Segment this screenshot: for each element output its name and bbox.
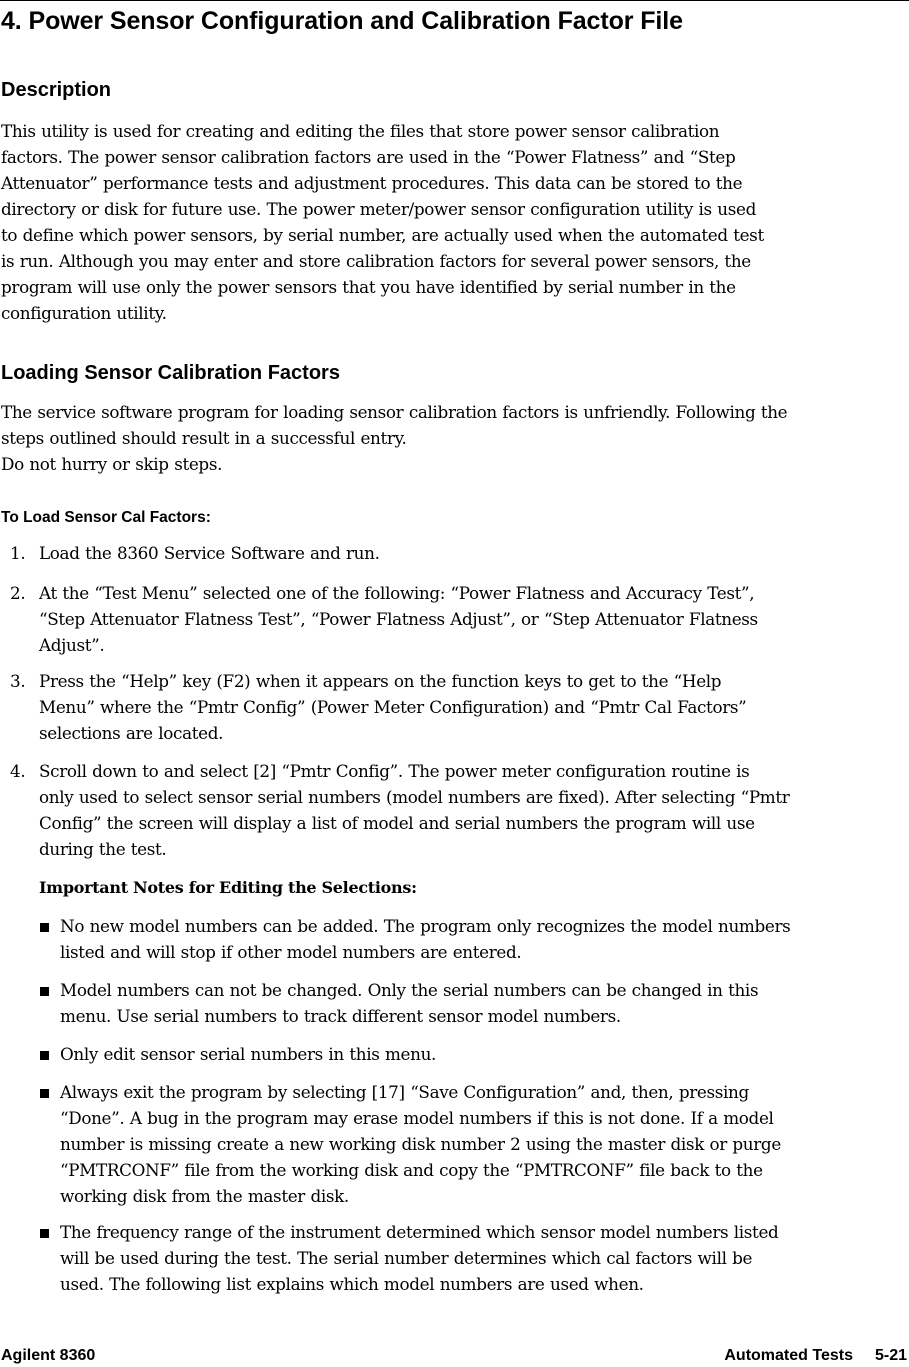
top-rule <box>0 0 909 1</box>
step-text <box>39 580 909 658</box>
step-text <box>39 758 909 862</box>
note-line: The frequency range of the instrument determined which sensor model numbers listed <box>60 1222 779 1242</box>
note-text <box>60 977 909 1029</box>
note-line: “PMTRCONF” file from the working disk and copy the “PMTRCONF” file back to the <box>60 1160 763 1180</box>
square-bullet-icon <box>40 1051 49 1060</box>
description-line: program will use only the power sensors that you have identified by serial number in the <box>1 277 736 297</box>
description-line: to define which power sensors, by serial number, are actually used when the automated test <box>1 225 764 245</box>
square-bullet-icon <box>40 987 49 996</box>
step-number: 3. <box>10 671 26 691</box>
loading-line: steps outlined should result in a successful entry. <box>1 428 407 448</box>
footer-page-number: 5-21 <box>874 1347 907 1364</box>
step-line: At the “Test Menu” selected one of the following: “Power Flatness and Accuracy Test”, <box>39 583 755 603</box>
note-line: working disk from the master disk. <box>60 1186 349 1206</box>
note-line: Only edit sensor serial numbers in this menu. <box>60 1044 437 1064</box>
step-line: Adjust”. <box>39 635 105 655</box>
notes-heading: Important Notes for Editing the Selections: <box>39 878 417 897</box>
step-line: Load the 8360 Service Software and run. <box>39 543 380 563</box>
step-line: Scroll down to and select [2] “Pmtr Config”. The power meter configuration routine is <box>39 761 750 781</box>
step-line: Press the “Help” key (F2) when it appears on the function keys to get to the “Help <box>39 671 722 691</box>
description-heading: Description <box>1 79 112 101</box>
note-line: “Done”. A bug in the program may erase model numbers if this is not done. If a model <box>60 1108 774 1128</box>
note-line: Model numbers can not be changed. Only the serial numbers can be changed in this <box>60 980 759 1000</box>
square-bullet-icon <box>40 1089 49 1098</box>
note-text <box>60 1079 909 1209</box>
note-line: number is missing create a new working disk number 2 using the master disk or purge <box>60 1134 781 1154</box>
loading-heading: Loading Sensor Calibration Factors <box>1 362 340 384</box>
description-line: is run. Although you may enter and store calibration factors for several power sensors, the <box>1 251 751 271</box>
step-line: during the test. <box>39 839 167 859</box>
square-bullet-icon <box>40 1229 49 1238</box>
note-line: Always exit the program by selecting [17] “Save Configuration” and, then, pressing <box>60 1082 749 1102</box>
note-line: listed and will stop if other model numbers are entered. <box>60 942 522 962</box>
step-text <box>39 668 909 746</box>
note-text <box>60 1219 909 1297</box>
square-bullet-icon <box>40 923 49 932</box>
step-number: 4. <box>10 761 26 781</box>
page-title: 4. Power Sensor Configuration and Calibration Factor File <box>1 7 683 35</box>
loading-paragraph <box>1 399 909 477</box>
procedure-heading: To Load Sensor Cal Factors: <box>1 509 211 526</box>
description-line: configuration utility. <box>1 303 167 323</box>
footer-section: Automated Tests <box>724 1347 853 1364</box>
description-line: directory or disk for future use. The power meter/power sensor configuration utility is used <box>1 199 756 219</box>
description-line: This utility is used for creating and editing the files that store power sensor calibration <box>1 121 720 141</box>
description-paragraph <box>1 118 909 326</box>
footer-product: Agilent 8360 <box>1 1347 96 1364</box>
step-text <box>39 540 909 566</box>
loading-line: Do not hurry or skip steps. <box>1 454 223 474</box>
note-line: menu. Use serial numbers to track different sensor model numbers. <box>60 1006 621 1026</box>
step-line: only used to select sensor serial numbers (model numbers are fixed). After selecting “Pmtr <box>39 787 790 807</box>
note-line: No new model numbers can be added. The program only recognizes the model numbers <box>60 916 791 936</box>
step-line: “Step Attenuator Flatness Test”, “Power Flatness Adjust”, or “Step Attenuator Flatness <box>39 609 758 629</box>
step-line: Menu” where the “Pmtr Config” (Power Meter Configuration) and “Pmtr Cal Factors” <box>39 697 747 717</box>
step-line: selections are located. <box>39 723 224 743</box>
note-line: will be used during the test. The serial number determines which cal factors will be <box>60 1248 753 1268</box>
step-number: 1. <box>10 543 26 563</box>
note-text <box>60 913 909 965</box>
step-number: 2. <box>10 583 26 603</box>
note-line: used. The following list explains which model numbers are used when. <box>60 1274 644 1294</box>
note-text <box>60 1041 909 1067</box>
footer-section-page <box>724 1345 907 1367</box>
step-line: Config” the screen will display a list of model and serial numbers the program will use <box>39 813 755 833</box>
description-line: Attenuator” performance tests and adjustment procedures. This data can be stored to the <box>1 173 743 193</box>
loading-line: The service software program for loading sensor calibration factors is unfriendly. Following the <box>1 402 788 422</box>
description-line: factors. The power sensor calibration factors are used in the “Power Flatness” and “Step <box>1 147 736 167</box>
